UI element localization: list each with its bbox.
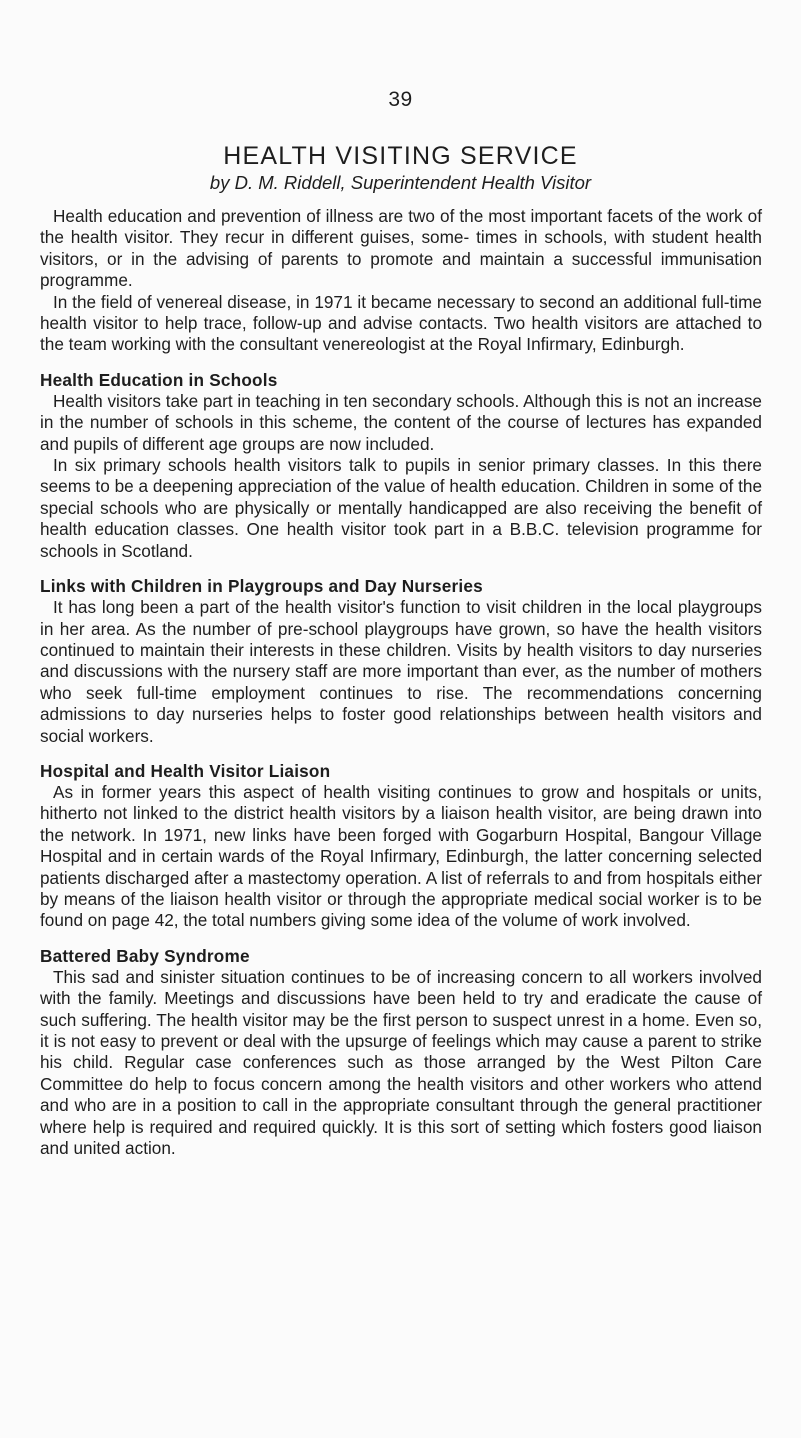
page-title: HEALTH VISITING SERVICE (223, 142, 578, 170)
intro-paragraph: Health education and prevention of illness are two of the most important facets of the work of the health visitor. They recur in different guises, some- times in schools, with student health visitors, or in the advising of parents to promote and maintain a successful immunisation programme. (40, 206, 762, 291)
intro-paragraph: In the field of venereal disease, in 1971 it became necessary to second an additional full-time health visitor to help trace, follow-up and advise contacts. Two health visitors are attached to the team working with the consultant venereologist at the Royal Infirmary, Edinburgh. (40, 291, 762, 355)
section-health-education (40, 369, 762, 562)
section-hospital-liaison (40, 760, 762, 932)
section-paragraph: As in former years this aspect of health visiting continues to grow and hospitals or units, hitherto not linked to the district health visitors by a liaison health visitor, are being drawn into the network. In 1971, new links have been forged with Gogarburn Hospital, Bangour Village Hospital and in certain wards of the Royal Infirmary, Edinburgh, the latter concerning selected patients discharged after a mastectomy operation. A list of referrals to and from hospitals either by means of the liaison health visitor or through the appropriate medical social worker is to be found on page 42, the total numbers giving some idea of the volume of work involved. (40, 781, 762, 931)
section-paragraph: It has long been a part of the health visitor's function to visit children in the local playgroups in her area. As the number of pre-school playgroups have grown, so have the health visitors continued to maintain their interests in these children. Visits by health visitors to day nurseries and discussions with the nursery staff are more important than ever, as the number of mothers who seek full-time employment continues to rise. The recommendations concerning admissions to day nurseries helps to foster good relationships between health visitors and social workers. (40, 597, 762, 746)
section-heading: Health Education in Schools (40, 369, 278, 390)
section-paragraph: This sad and sinister situation continues to be of increasing concern to all workers involved with the family. Meetings and discussions have been held to try and eradicate the cause of such suffering. The health visitor may be the first person to suspect unrest in a home. Even so, it is not easy to prevent or deal with the upsurge of feelings which may cause a parent to strike his child. Regular case conferences such as those arranged by the West Pilton Care Committee do help to focus concern among the health visitors and other workers who attend and who are in a position to call in the appropriate consultant through the general practitioner where help is required and required quickly. It is this sort of setting which fosters good liaison and united action. (40, 966, 762, 1159)
page-number: 39 (388, 88, 413, 111)
article-body (40, 206, 762, 1159)
section-playgroups (40, 575, 762, 747)
author-byline: by D. M. Riddell, Superintendent Health Visitor (209, 172, 592, 193)
section-heading: Links with Children in Playgroups and Day Nurseries (40, 576, 483, 597)
section-battered-baby (40, 945, 762, 1160)
section-paragraph: Health visitors take part in teaching in ten secondary schools. Although this is not an increase in the number of schools in this scheme, the content of the course of lectures has expanded and pupils of different age groups are now included. (40, 390, 762, 454)
section-paragraph: In six primary schools health visitors talk to pupils in senior primary classes. In this there seems to be a deepening appreciation of the value of health education. Children in some of the special schools who are physically or mentally handicapped are also receiving the benefit of health education classes. One health visitor took part in a B.B.C. television programme for schools in Scotland. (40, 455, 762, 561)
section-heading: Battered Baby Syndrome (40, 945, 250, 966)
section-heading: Hospital and Health Visitor Liaison (40, 760, 331, 781)
